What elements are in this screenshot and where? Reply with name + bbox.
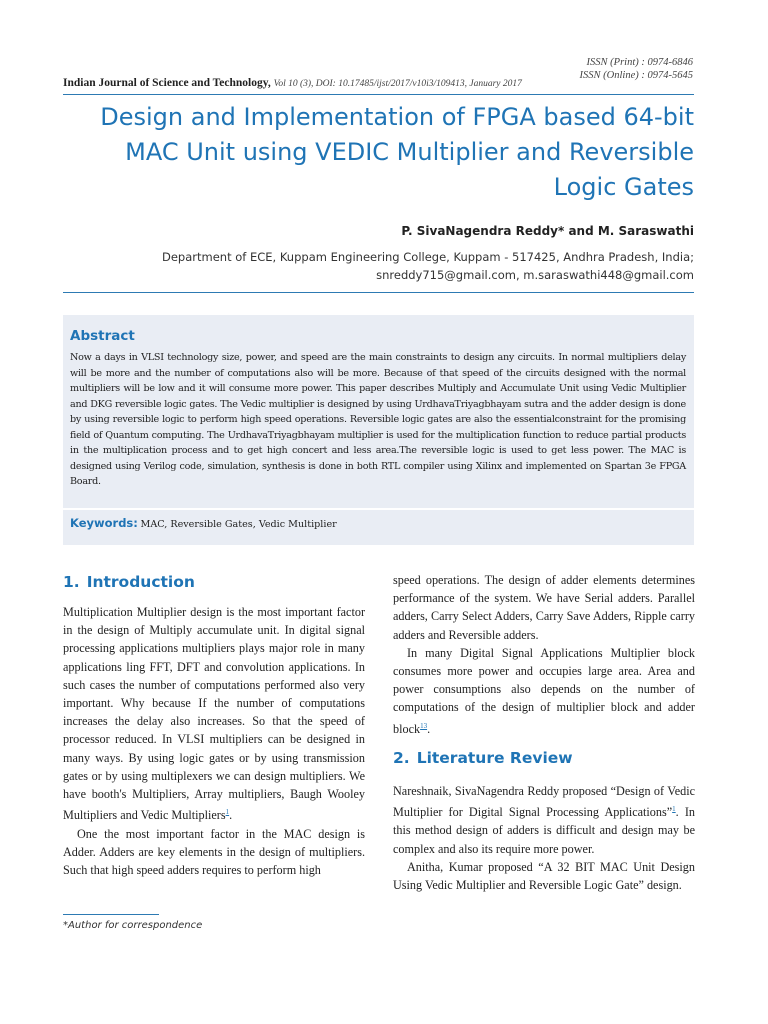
paper-title: [74, 100, 694, 205]
section-number: 2.: [393, 749, 410, 767]
affiliation-emails[interactable]: snreddy715@gmail.com, m.saraswathi448@gmail.com: [376, 268, 694, 282]
right-column: [393, 571, 695, 738]
footnote: *Author for correspondence: [63, 920, 203, 931]
citation-link[interactable]: 1: [672, 805, 676, 814]
journal-meta: Vol 10 (3), DOI: 10.17485/ijst/2017/v10i3/109413, January 2017: [273, 79, 522, 89]
paragraph: [393, 644, 695, 738]
section-title: Literature Review: [416, 749, 573, 767]
paragraph-text: Multiplication Multiplier design is the most important factor in the design of Multiply accumulate unit. In digital signal processing applications multipliers plays major role in many applications ling FFT, DFT and convolution applications. In such cases the number of computations performed also very important. Why because If the number of computations increases the delay also increases. So that the speed of processor reduced. In VLSI multipliers can be designed in many ways. By using logic gates or by using transmission gates or by using multiplexers we can design multipliers. We have booth's Multipliers, Array multipliers, Baugh Wooley Multipliers and Vedic Multipliers: [63, 605, 365, 823]
affiliation-department: Department of ECE, Kuppam Engineering College, Kuppam - 517425, Andhra Pradesh, India;: [161, 250, 694, 264]
abstract-text: Now a days in VLSI technology size, power, and speed are the main constraints to design any circuits. In normal multipliers delay will be more and the number of computations also will be more. Because of that speed of the circuits designed with the normal multipliers will be low and it will consume more power. This paper describes Multiply and Accumulate Unit using Vedic Multiplier and DKG reversible logic gates. The Vedic multiplier is designed by using UrdhavaTriyagbhayam sutra and the adder design is done by using reversible logic to perform high speed operations. Reversible logic gates are also the essentialconstraint for the promising field of Quantum computing. The UrdhavaTriyagbhayam multiplier is used for the multiplication function to reduce partial products in the multiplication process and to get high concert and less area.The reversible logic is used to get less power. The MAC is designed using Verilog code, simulation, synthesis is done in both RTL compiler using Xilinx and implemented on Spartan 3e FPGA Board.: [70, 352, 686, 487]
title-line: Design and Implementation of FPGA based 64-bit: [100, 103, 694, 131]
section-number: 1.: [63, 573, 80, 591]
issn-print: ISSN (Print) : 0974-6846: [586, 57, 693, 68]
abstract-heading: Abstract: [70, 328, 135, 344]
header-divider: [63, 94, 694, 95]
paragraph-end: . In this method design of adders is difficult and design may be complex and also its require more power.: [393, 805, 695, 856]
journal-name: Indian Journal of Science and Technology,: [63, 77, 271, 89]
paragraph: [63, 603, 365, 825]
paragraph: speed operations. The design of adder elements determines performance of the system. We have Serial adders. Parallel adders, Carry Select Adders, Carry Save Adders, Ripple carry adders and Reversible adders.: [393, 573, 695, 642]
keywords-divider: [63, 508, 694, 510]
citation-link[interactable]: 13: [420, 721, 428, 730]
paragraph-text: In many Digital Signal Applications Multiplier block consumes more power and occupies large area. Area and power consumptions also depends on the number of computations of the design of multiplier block and adder block: [393, 645, 695, 736]
title-line: MAC Unit using VEDIC Multiplier and Reversible: [125, 138, 694, 166]
paragraph: [393, 782, 695, 858]
paragraph-end: .: [427, 721, 431, 736]
keywords-value: MAC, Reversible Gates, Vedic Multiplier: [140, 519, 337, 530]
title-line: Logic Gates: [553, 173, 694, 201]
affiliation: [162, 248, 694, 284]
paragraph: One the most important factor in the MAC design is Adder. Adders are key elements in the design of multipliers. Such that high speed adders requires to perform high: [63, 826, 365, 877]
section-title: Introduction: [86, 573, 195, 591]
keywords-label: Keywords:: [70, 516, 138, 530]
footnote-divider: [63, 914, 159, 915]
paragraph: Anitha, Kumar proposed “A 32 BIT MAC Unit Design Using Vedic Multiplier and Reversible Logic Gate” design.: [393, 859, 695, 893]
section-heading-literature-review: [393, 749, 573, 767]
affiliation-divider: [63, 292, 694, 293]
right-column-literature: [393, 782, 695, 894]
section-heading-introduction: [63, 573, 195, 591]
paragraph-end: .: [229, 808, 233, 823]
left-column: [63, 603, 365, 879]
keywords: [70, 516, 337, 530]
journal-citation: [63, 77, 522, 89]
issn-block: [580, 56, 693, 82]
author-list: P. SivaNagendra Reddy* and M. Saraswathi: [401, 224, 694, 238]
issn-online: ISSN (Online) : 0974-5645: [579, 70, 693, 81]
citation-link[interactable]: 1: [225, 808, 230, 817]
paragraph-text: Nareshnaik, SivaNagendra Reddy proposed “Design of Vedic Multiplier for Digital Signal Processing Applications”: [393, 784, 695, 820]
